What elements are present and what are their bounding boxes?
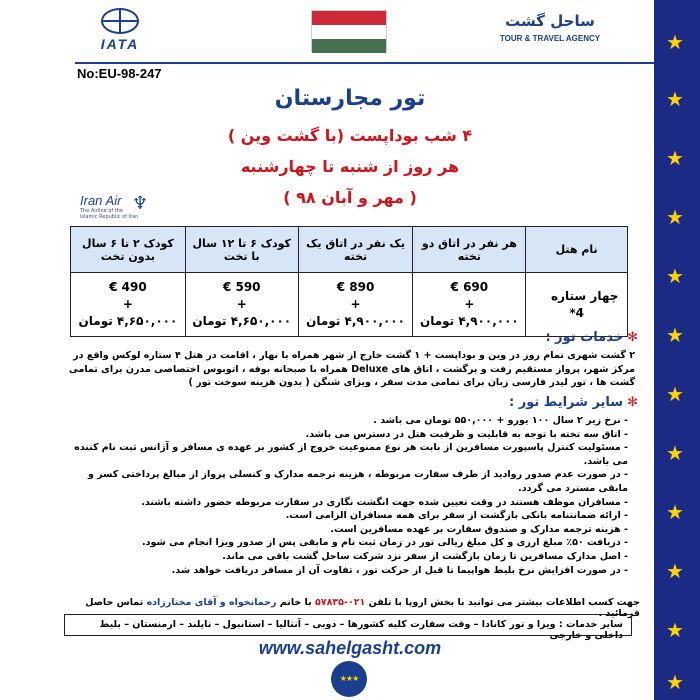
page-title: تور مجارستان [274,86,426,111]
list-item: - نرخ زیر ۲ سال ۱۰۰ یورو + ۵۵۰,۰۰۰ تومان می باشد . [373,415,628,426]
price-plus: + [122,297,133,311]
agency-name-fa: ساحل گشت [505,12,595,30]
flag-stripe-white [312,25,386,39]
table-row [71,273,628,337]
star-icon: ★ [666,500,684,524]
list-item: - مسافران موظف هستند در وقت تعیین شده جهت انگشت نگاری در سفارت مربوطه حضور داشته باشند. [141,496,628,508]
conditions-title: سایر شرایط تور : [509,395,624,410]
tour-number: No:EU-98-247 [77,66,162,81]
list-item: - اتاق سه تخته با توجه به قابلیت و ظرفیت هتل در دسترس می باشد. [305,428,628,440]
services-title: خدمات تور : [545,330,624,345]
conditions-heading [509,395,638,410]
flag-stripe-green [312,39,386,53]
other-services-box: سایر خدمات : ویزا و تور کانادا – وقت سفارت کلیه کشورها – دوبی – آنتالیا – استانبول – تایلند – ارمنستان – بلیط داخلی و خارجی [64,614,632,636]
price-plus: + [350,297,361,311]
list-item: - دریافت ۵۰٪ مبلغ ارزی و کل مبلغ ریالی تور در زمان ثبت نام و مابقی پس از صدور ویزا انجام می شود. [142,537,628,549]
hotel-stars: *4 [569,305,584,320]
list-item: - در صورت عدم صدور روادید از طرف سفارت مربوطه ، هزینه ترجمه مدارک و کنسلی پرواز از مبالغ پرداختی کسر و مابقی مسترد می گردد. [87,469,628,494]
price-eur: 590 € [222,280,261,294]
table-header: نام هتل [526,227,628,273]
price-plus: + [236,297,247,311]
globe-icon [101,8,139,34]
table-header: کودک ۶ تا ۱۲ سال با تخت [185,227,298,273]
price-table [70,226,628,337]
iata-logo [85,8,155,52]
price-toman: ۴,۹۰۰,۰۰۰ تومان [419,314,519,328]
agency-logo [495,12,605,43]
star-icon: ★ [666,559,684,583]
hotel-name: چهار ستاره [551,288,619,303]
eu-stars-icon: ★★★ [331,661,367,697]
price-toman: ۴,۶۵۰,۰۰۰ تومان [192,314,292,328]
header [0,0,654,62]
list-item: - مسئولیت کنترل پاسپورت مسافرین از بابت هر نوع ممنوعیت خروج از کشور بر عهده ی مسافر و آژانس ثبت نام کننده می باشد. [74,442,628,467]
services-heading [545,330,638,345]
airline-name: Iran Air [80,193,122,208]
price-cell [71,273,186,337]
flag-stripe-red [312,11,386,25]
star-icon: ★ [666,87,684,111]
star-icon: ★ [666,323,684,347]
contact-middle: با خانم [279,597,312,608]
price-cell [413,273,526,337]
price-cell [298,273,413,337]
asterisk-icon: ✻ [627,330,638,345]
list-item: - در صورت افزایش نرخ بلیط هواپیما تا قبل از حرکت تور ، تفاوت آن از مسافر دریافت خواهد شد. [171,564,628,576]
star-border [654,0,700,700]
table-header: کودک ۲ تا ۶ سال بدون تخت [71,227,186,273]
price-toman: ۴,۹۰۰,۰۰۰ تومان [306,314,405,328]
iata-text: IATA [100,36,140,52]
list-item: - اصل مدارک مسافرین تا زمان بازگشت از سفر نزد شرکت ساحل گشت باقی می ماند. [222,550,628,562]
subtitle-days: هر روز از شنبه تا چهارشنبه [240,157,460,176]
table-header-row [71,227,628,273]
airline-tagline: The Airline of the Islamic Republic of Iran [80,208,139,220]
price-toman: ۴,۶۵۰,۰۰۰ تومان [78,314,178,328]
star-icon: ★ [666,205,684,229]
price-eur: 490 € [109,280,147,294]
hotel-cell [526,273,628,337]
star-icon: ★ [666,30,684,54]
website-link[interactable]: www.sahelgasht.com [258,638,442,658]
contact-names: رحمانخواه و آقای مختارزاده [146,597,277,608]
homa-bird-icon: ♆ [132,193,149,214]
star-icon: ★ [666,618,684,642]
subtitle-months: ( مهر و آبان ۹۸ ) [283,188,417,207]
price-eur: 690 € [450,280,489,294]
contact-before: جهت کسب اطلاعات بیشتر می توانید با بخش اروپا با تلفن [368,597,640,608]
asterisk-icon: ✻ [627,395,638,410]
conditions-list [60,414,628,577]
price-plus: + [464,297,475,311]
list-item: - ارائه ضمانتنامه بانکی بازگشت از سفر برای همه مسافران الزامی است. [285,510,628,522]
subtitle-nights: ۴ شب بوداپست (با گشت وین ) [227,126,473,145]
star-icon: ★ [666,670,684,694]
agency-name-en: TOUR & TRAVEL AGENCY [499,34,601,43]
price-eur: 890 € [336,280,375,294]
star-icon: ★ [666,382,684,406]
star-icon: ★ [666,146,684,170]
hungary-flag [311,10,387,52]
contact-phone: ۰۲۱-۵۷۸۳۵ [314,597,366,608]
price-cell [185,273,298,337]
header-divider [75,62,654,64]
iran-air-logo [80,193,149,220]
list-item: - هزینه ترجمه مدارک و صندوق سفارت بر عهده مسافرین است. [330,523,628,535]
table-header: هر نفر در اتاق دو تخته [413,227,526,273]
star-icon: ★ [666,264,684,288]
services-text: ۲ گشت شهری تمام روز در وین و بوداپست + ۱ گشت خارج از شهر همراه با نهار ، اقامت در هتل ۴ ستاره لوکس واقع در مرکز شهر، پرواز مستقیم رفت و برگشت ، اتاق های Deluxe همراه با صبحانه بوفه ، اتوبوس اختصاصی مدرن برای تمامی گشت ها ، تور لیدر فارسی زبان برای تمامی مدت سفر ، ویزای شنگن ( بدون هزینه سوخت تور ) [68,350,635,388]
star-icon: ★ [666,441,684,465]
table-header: یک نفر در اتاق یک تخته [298,227,413,273]
contact-after: تماس حاصل فرمائید . [85,597,640,619]
